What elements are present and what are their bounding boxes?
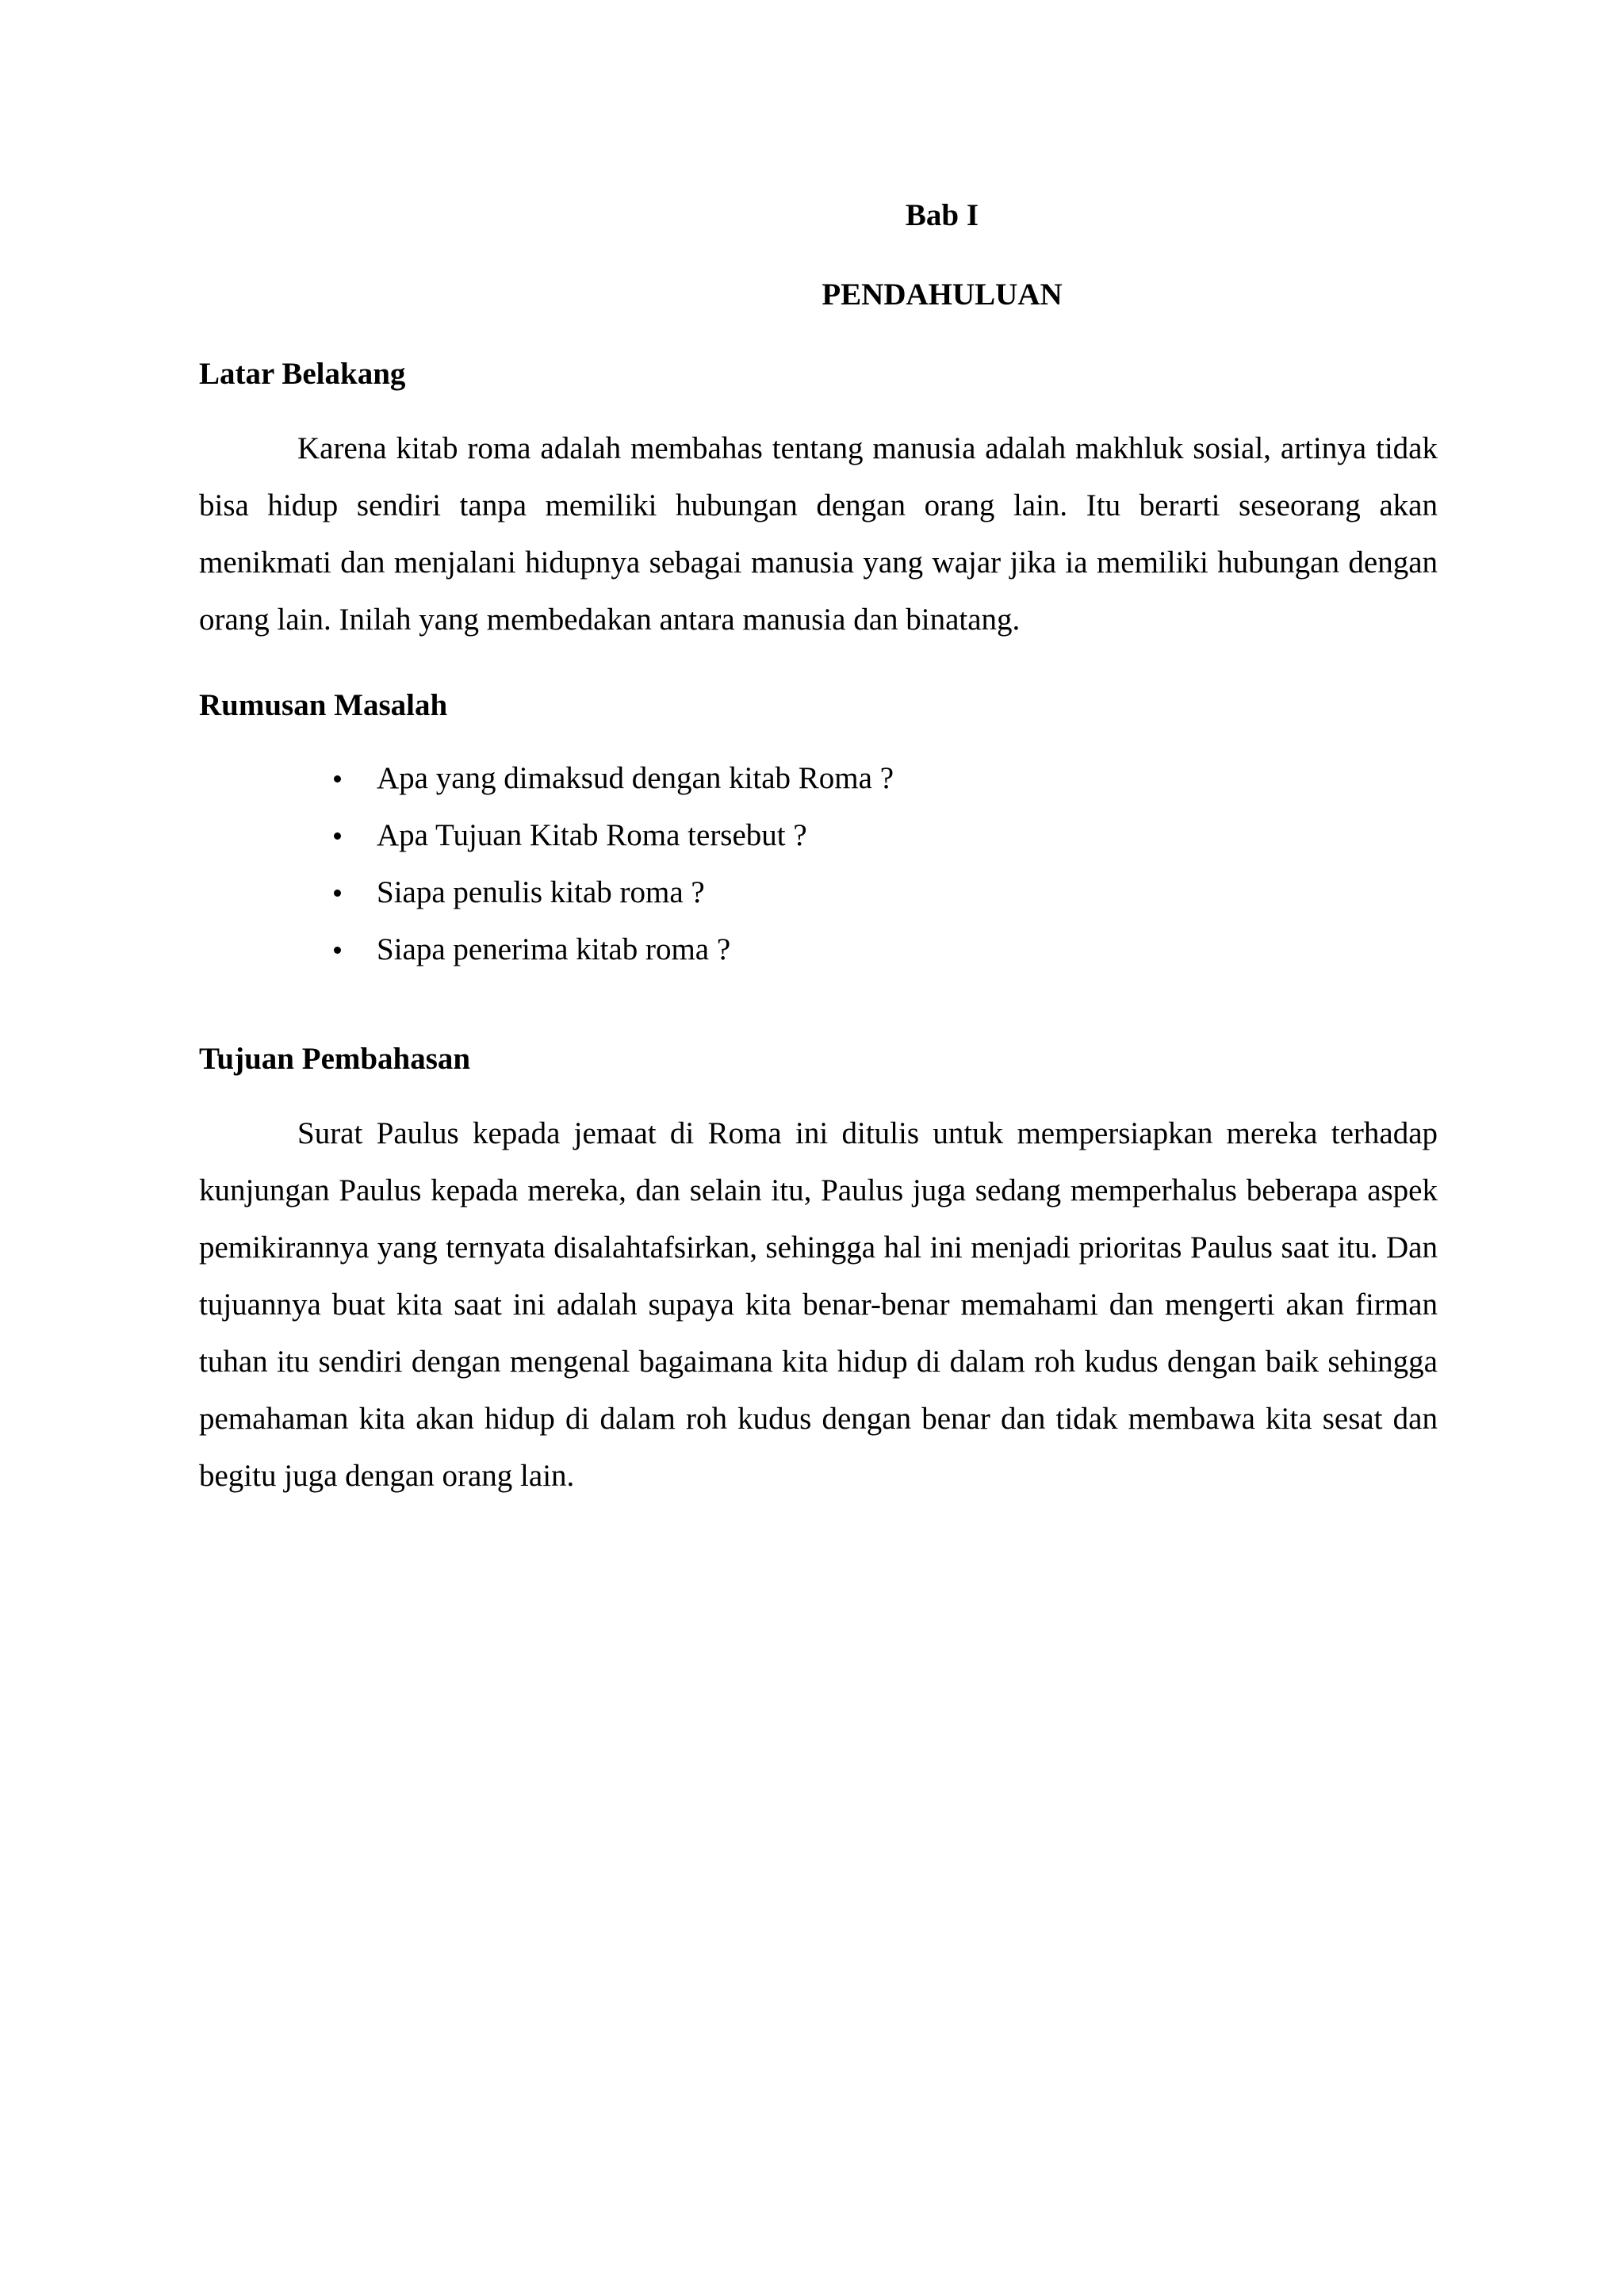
list-item-text: Siapa penerima kitab roma ?	[377, 932, 731, 966]
chapter-number: Bab I	[905, 198, 979, 232]
list-item	[334, 750, 1438, 807]
bullet-icon	[334, 890, 341, 897]
list-item	[334, 807, 1438, 864]
list-item	[334, 921, 1438, 978]
background-heading: Latar Belakang	[199, 357, 406, 391]
purpose-heading: Tujuan Pembahasan	[199, 1042, 471, 1076]
list-item-text: Apa yang dimaksud dengan kitab Roma ?	[377, 761, 894, 795]
problem-list	[199, 750, 1438, 978]
list-item-text: Apa Tujuan Kitab Roma tersebut ?	[377, 818, 807, 852]
bullet-icon	[334, 832, 341, 840]
chapter-title: PENDAHULUAN	[822, 277, 1063, 312]
problem-heading: Rumusan Masalah	[199, 688, 448, 722]
list-item-text: Siapa penulis kitab roma ?	[377, 875, 705, 909]
background-paragraph: Karena kitab roma adalah membahas tentang manusia adalah makhluk sosial, artinya tidak bisa hidup sendiri tanpa memiliki hubungan dengan orang lain. Itu berarti seseorang akan menikmati dan menjalani hidupnya sebagai manusia yang wajar jika ia memiliki hubungan dengan orang lain. Inilah yang membedakan antara manusia dan binatang.	[199, 431, 1438, 637]
bullet-icon	[334, 947, 341, 954]
purpose-paragraph: Surat Paulus kepada jemaat di Roma ini ditulis untuk mempersiapkan mereka terhadap kunjungan Paulus kepada mereka, dan selain itu, Paulus juga sedang memperhalus beberapa aspek pemikirannya yang ternyata disalahtafsirkan, sehingga hal ini menjadi prioritas Paulus saat itu. Dan tujuannya buat kita saat ini adalah supaya kita benar-benar memahami dan mengerti akan firman tuhan itu sendiri dengan mengenal bagaimana kita hidup di dalam roh kudus dengan baik sehingga pemahaman kita akan hidup di dalam roh kudus dengan benar dan tidak membawa kita sesat dan begitu juga dengan orang lain.	[199, 1116, 1438, 1493]
page-content	[199, 193, 1438, 1505]
bullet-icon	[334, 775, 341, 783]
list-item	[334, 864, 1438, 921]
